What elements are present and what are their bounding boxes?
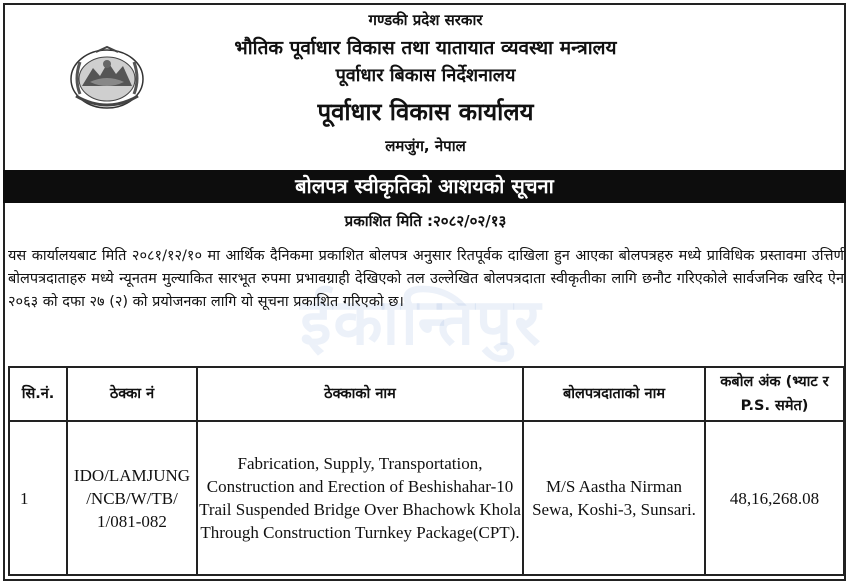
- office-title: पूर्वाधार विकास कार्यालय: [317, 98, 534, 126]
- table-header-row: [9, 367, 844, 421]
- header-sn: सि.नं.: [9, 367, 67, 421]
- header-amount: कबोल अंक (भ्याट र P.S. समेत): [705, 367, 844, 421]
- notice-body-text: यस कार्यालयबाट मिति २०८१/१२/१० मा आर्थिक दैनिकमा प्रकाशित बोलपत्र अनुसार रितपूर्वक दाखिला हुन आएका बोलपत्रहरु मध्ये प्राविधिक प्रस्तावमा उत्तिर्ण बोलपत्रदाताहरु मध्ये न्यूनतम मुल्याकित सारभूत रुपमा प्रभावग्राही देखिएको तल उल्लेखित बोलपत्रदाता स्वीकृतीका लागि छनौट गरिएकोले सार्वजनिक खरिद ऐन २०६३ को दफा २७ (२) को प्रयोजनका लागि यो सूचना प्रकाशित गरिएको छ।: [8, 248, 844, 310]
- row-contract-name: Fabrication, Supply, Transportation, Construction and Erection of Beshishahar-10 Trail Suspended Bridge Over Bhachowk Khola Through Construction Turnkey Package(CPT).: [197, 421, 523, 575]
- watermark: ईकान्तिपुर: [300, 286, 543, 360]
- publish-date: प्रकाशित मिति :२०८२/०२/१३: [344, 212, 507, 230]
- notice-title-banner: बोलपत्र स्वीकृतिको आशयको सूचना: [3, 170, 846, 203]
- header-bidder: बोलपत्रदाताको नाम: [523, 367, 705, 421]
- directorate-title: पूर्वाधार बिकास निर्देशनालय: [335, 65, 516, 86]
- row-amount: 48,16,268.08: [705, 421, 844, 575]
- bid-acceptance-table: [8, 366, 845, 576]
- header-contract-no: ठेक्का नं: [67, 367, 197, 421]
- ministry-title: भौतिक पूर्वाधार विकास तथा यातायात व्यवस्था मन्त्रालय: [234, 37, 617, 59]
- row-contract-no: IDO/LAMJUNG /NCB/W/TB/ 1/081-082: [67, 421, 197, 575]
- row-bidder: M/S Aastha Nirman Sewa, Koshi-3, Sunsari.: [523, 421, 705, 575]
- table-row: [9, 421, 844, 575]
- province-government-title: गण्डकी प्रदेश सरकार: [368, 11, 483, 29]
- header-contract-name: ठेक्काको नाम: [197, 367, 523, 421]
- row-sn: 1: [9, 421, 67, 575]
- office-location: लमजुंग, नेपाल: [385, 137, 466, 155]
